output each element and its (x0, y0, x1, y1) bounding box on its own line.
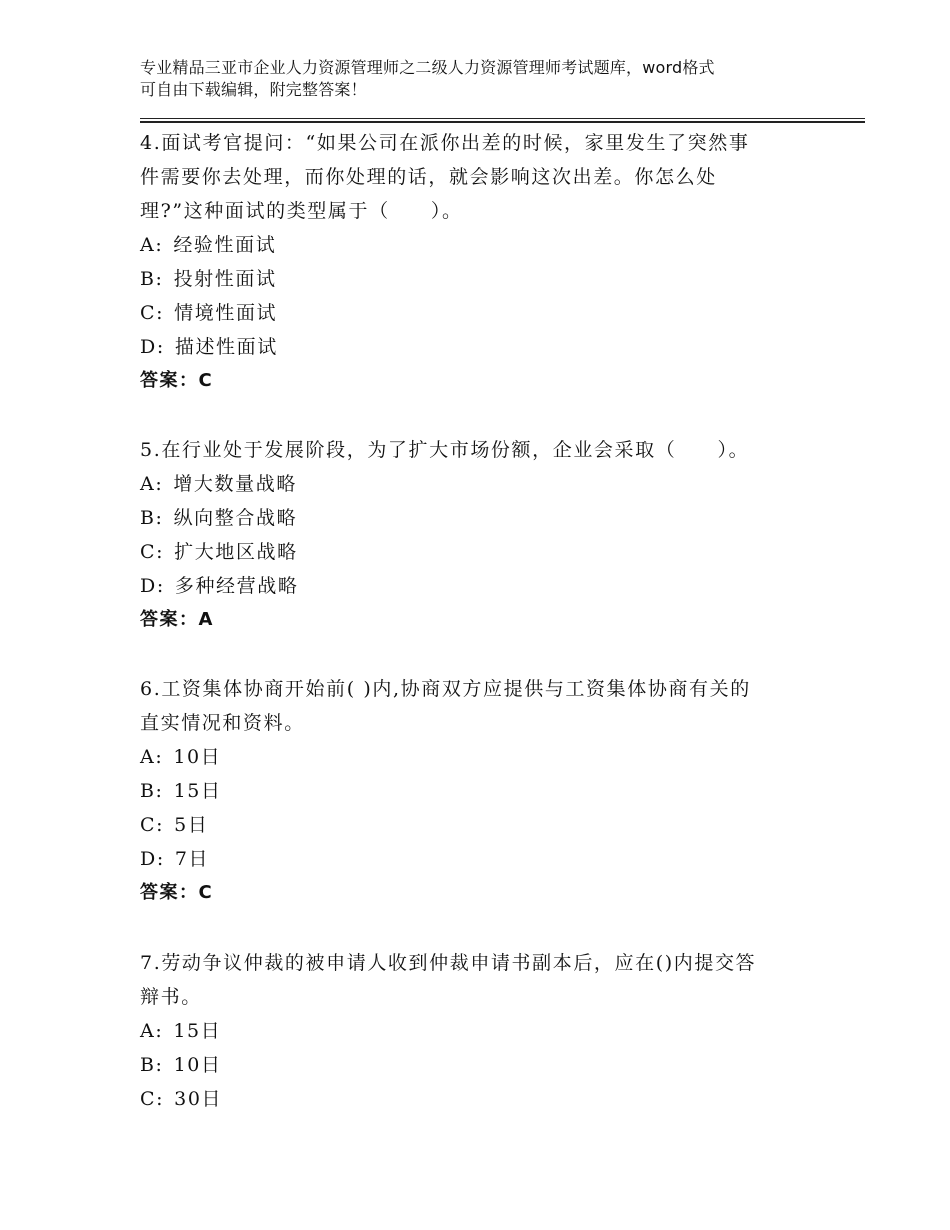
option-a (140, 1014, 805, 1048)
option-a (140, 228, 805, 262)
option-key: C: (140, 814, 165, 836)
option-c (140, 535, 805, 569)
question-6-line-1: 6.工资集体协商开始前( )内,协商双方应提供与工资集体协商有关的 (140, 678, 751, 700)
question-7-line-1: 7.劳动争议仲裁的被申请人收到仲裁申请书副本后，应在()内提交答 (140, 952, 757, 974)
option-key: B: (140, 268, 164, 290)
question-4-line-1: 4.面试考官提问：“如果公司在派你出差的时候，家里发生了突然事 (140, 132, 750, 154)
question-7-line-2: 辩书。 (140, 986, 202, 1008)
answer: 答案：C (140, 882, 214, 903)
option-text: 描述性面试 (174, 336, 278, 358)
question-6-line-2: 直实情况和资料。 (140, 712, 305, 734)
option-d (140, 842, 805, 876)
option-key: D: (140, 336, 165, 358)
option-text: 15日 (173, 1020, 222, 1042)
option-b (140, 501, 805, 535)
option-text: 10日 (173, 1054, 222, 1076)
option-key: B: (140, 1054, 164, 1076)
option-text: 7日 (174, 848, 210, 870)
option-key: B: (140, 780, 164, 802)
header-rule-thin (140, 118, 865, 119)
option-c (140, 808, 805, 842)
option-key: D: (140, 575, 165, 597)
option-text: 经验性面试 (173, 234, 277, 256)
option-key: C: (140, 302, 165, 324)
header-line-2: 可自由下载编辑，附完整答案！ (140, 80, 367, 99)
option-d (140, 330, 805, 364)
option-key: A: (140, 234, 164, 256)
option-b (140, 1048, 805, 1082)
option-key: D: (140, 848, 165, 870)
option-text: 纵向整合战略 (173, 507, 298, 529)
header-line-1: 专业精品三亚市企业人力资源管理师之二级人力资源管理师考试题库，word格式 (140, 58, 715, 77)
option-text: 投射性面试 (173, 268, 277, 290)
option-c (140, 296, 805, 330)
question-6 (140, 672, 805, 910)
question-5 (140, 433, 805, 637)
question-4 (140, 126, 805, 398)
option-a (140, 467, 805, 501)
option-text: 10日 (173, 746, 222, 768)
option-d (140, 569, 805, 603)
option-c (140, 1082, 805, 1116)
option-text: 30日 (174, 1088, 223, 1110)
option-b (140, 774, 805, 808)
option-text: 5日 (174, 814, 209, 836)
question-4-line-3: 理?”这种面试的类型属于（ ）。 (140, 200, 463, 222)
question-5-line-1: 5.在行业处于发展阶段，为了扩大市场份额，企业会采取（ ）。 (140, 439, 750, 461)
option-text: 情境性面试 (174, 302, 278, 324)
option-a (140, 740, 805, 774)
option-b (140, 262, 805, 296)
question-7 (140, 946, 805, 1116)
option-key: A: (140, 1020, 164, 1042)
option-text: 多种经营战略 (174, 575, 299, 597)
option-text: 增大数量战略 (173, 473, 297, 495)
option-text: 15日 (173, 780, 222, 802)
option-key: A: (140, 473, 164, 495)
option-key: C: (140, 541, 165, 563)
option-key: C: (140, 1088, 165, 1110)
question-4-line-2: 件需要你去处理，而你处理的话，就会影响这次出差。你怎么处 (140, 166, 717, 188)
answer: 答案：A (140, 609, 214, 630)
document-header (140, 57, 820, 101)
header-rule-thick (140, 121, 865, 123)
option-text: 扩大地区战略 (174, 541, 298, 563)
option-key: B: (140, 507, 164, 529)
answer: 答案：C (140, 370, 214, 391)
option-key: A: (140, 746, 164, 768)
